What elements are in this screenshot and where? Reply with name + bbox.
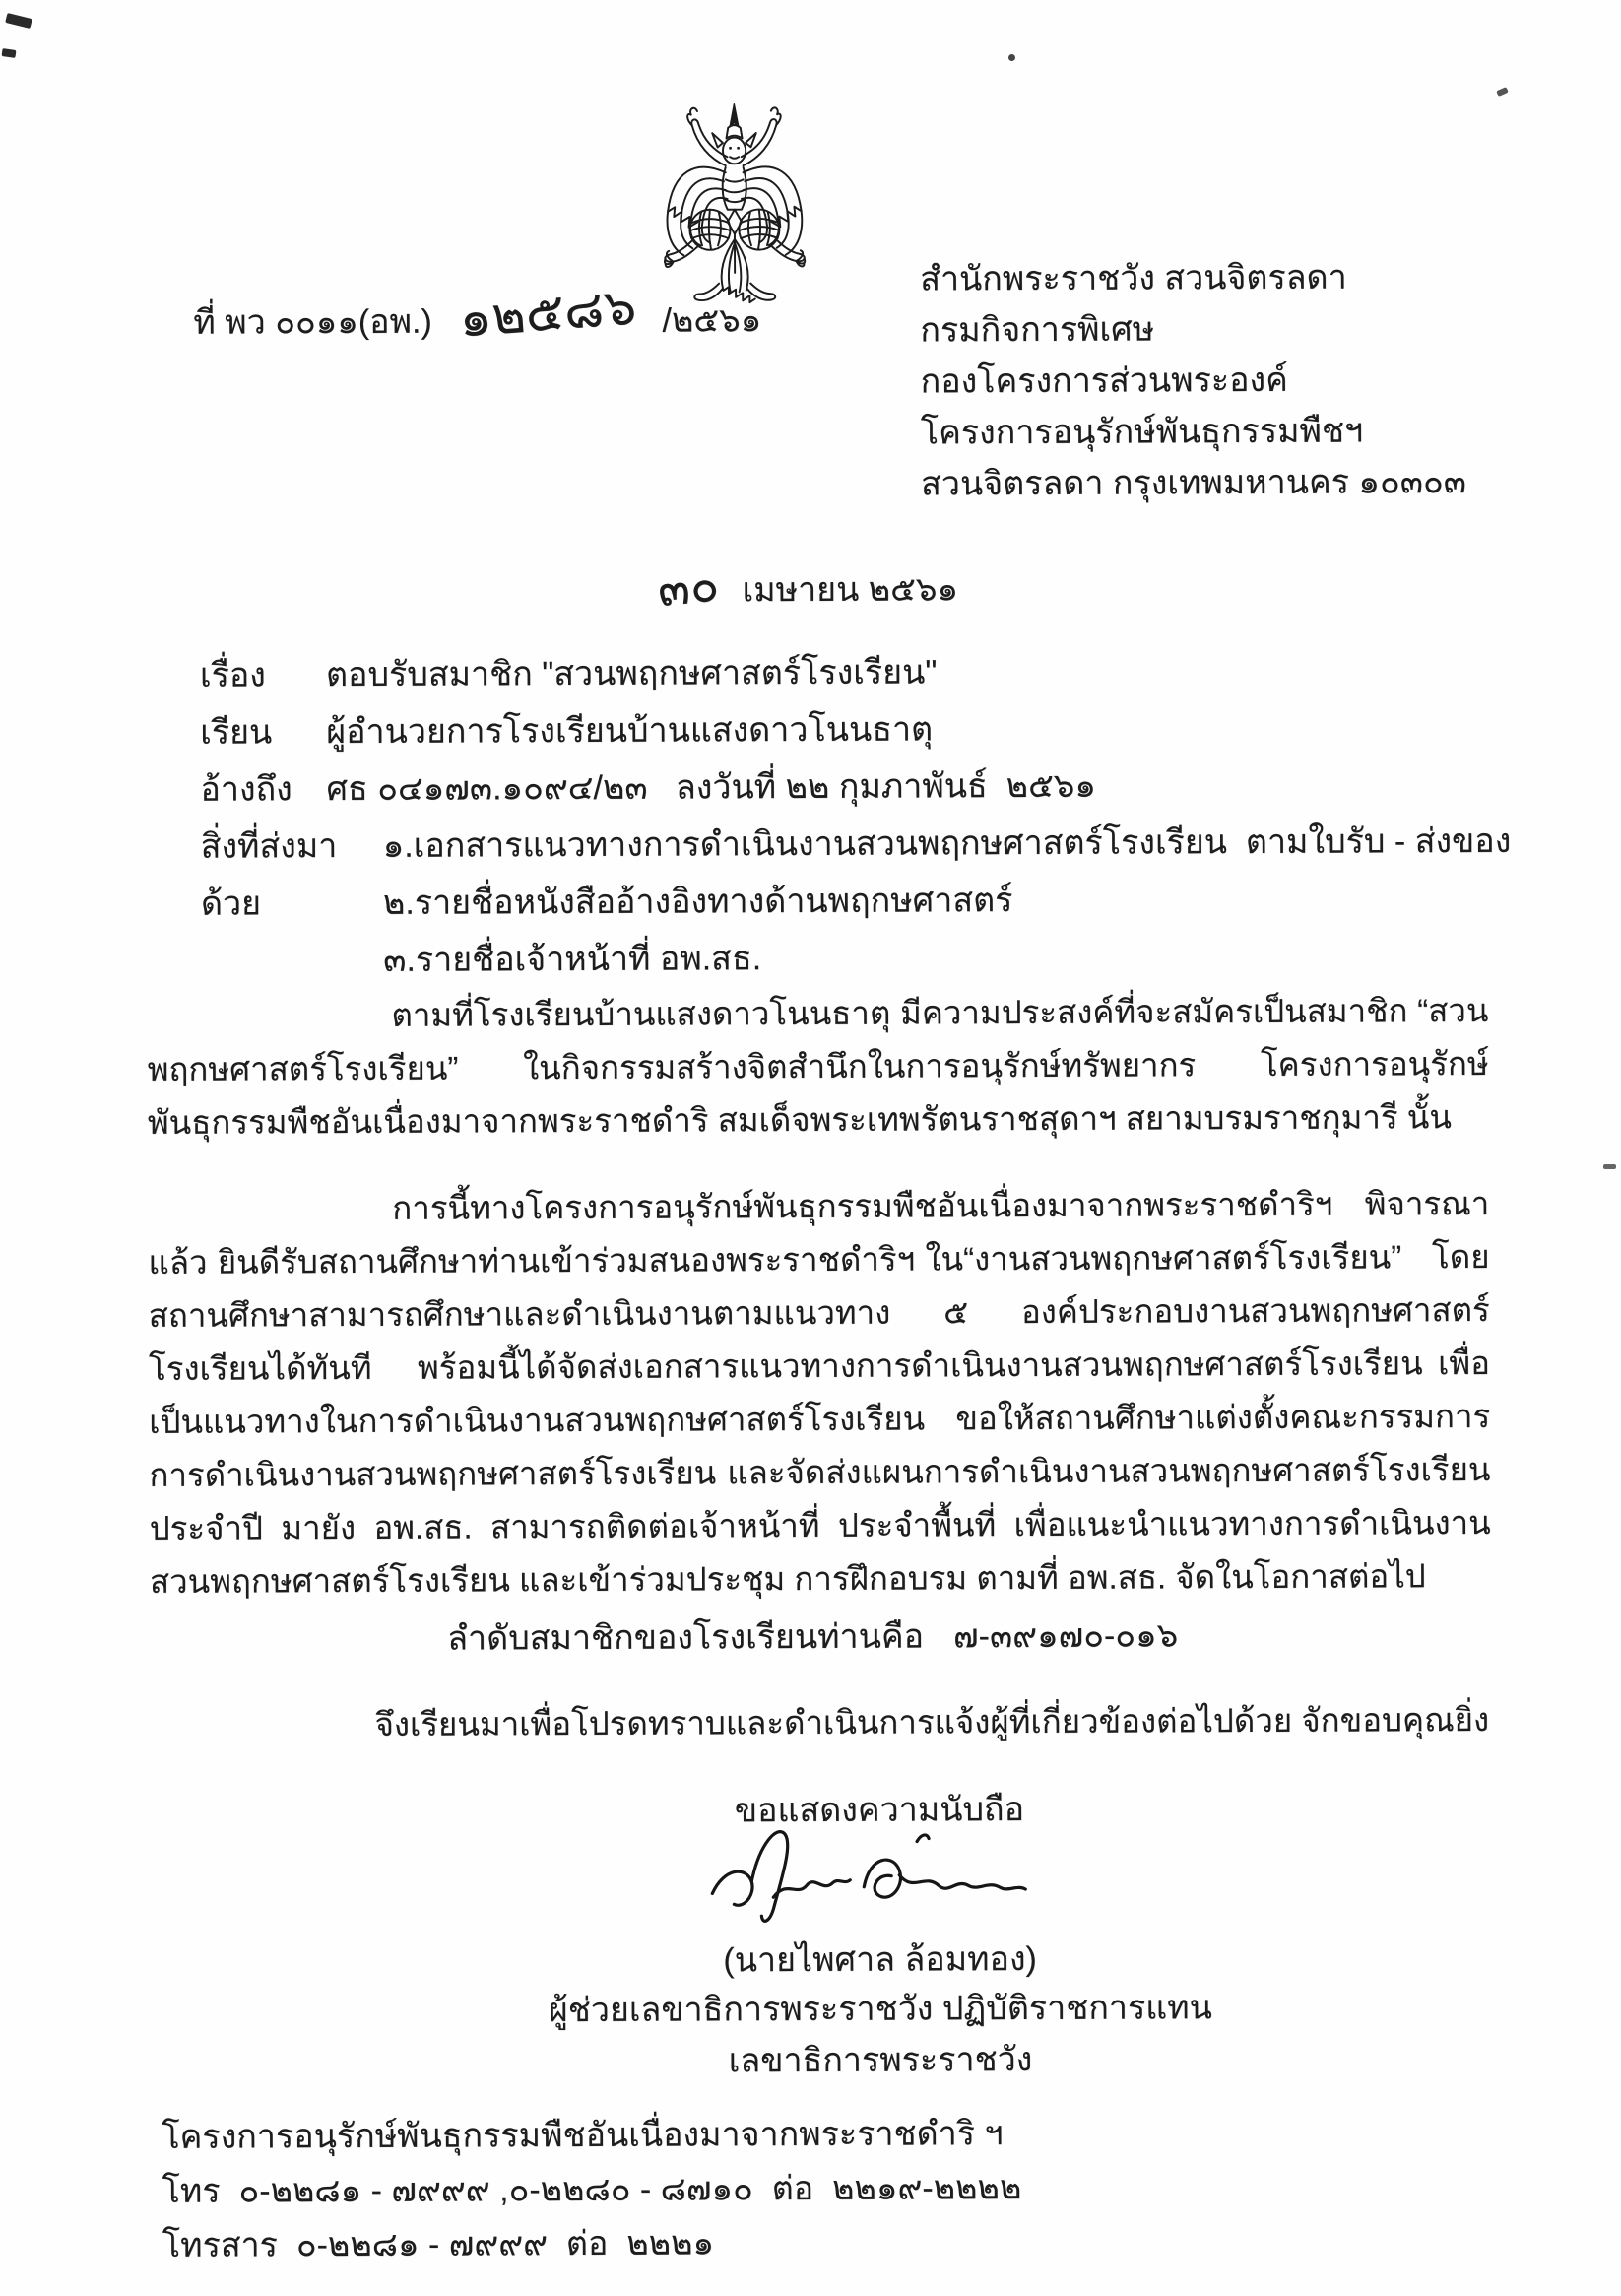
reference-value: ศธ ๐๔๑๗๓.๑๐๙๔/๒๓ ลงวันที่ ๒๒ กุมภาพันธ์ ๒๕๖๑ bbox=[326, 766, 1097, 809]
subject-value: ตอบรับสมาชิก "สวนพฤกษศาสตร์โรงเรียน" bbox=[325, 653, 938, 694]
attachment-item: ๒.รายชื่อหนังสืออ้างอิงทางด้านพฤกษศาสตร์ bbox=[382, 882, 1013, 922]
doc-number-prefix: ที่ พว ๐๐๑๑(อพ.) bbox=[193, 302, 432, 342]
address-line: สำนักพระราชวัง สวนจิตรลดา bbox=[920, 258, 1347, 298]
date-line bbox=[0, 544, 1619, 625]
recipient-value: ผู้อำนวยการโรงเรียนบ้านแสงดาวโนนธาตุ bbox=[326, 710, 934, 752]
address-line: กองโครงการส่วนพระองค์ bbox=[920, 361, 1288, 401]
scan-artifact bbox=[1008, 54, 1015, 61]
address-line: กรมกิจการพิเศษ bbox=[920, 310, 1155, 350]
signer-title-line1: ผู้ช่วยเลขาธิการพระราชวัง ปฏิบัติราชการแทน bbox=[548, 1989, 1212, 2030]
membership-number-label: ลำดับสมาชิกของโรงเรียนท่านคือ bbox=[447, 1617, 925, 1658]
reference-row bbox=[200, 755, 1520, 819]
attachment-item: ๓.รายชื่อเจ้าหน้าที่ อพ.สธ. bbox=[383, 940, 762, 979]
attachments-row bbox=[201, 813, 1522, 990]
handwritten-signature bbox=[695, 1817, 1065, 1945]
doc-number-handwritten: ๑๒๕๘๖ bbox=[457, 278, 639, 349]
subject-label: เรื่อง bbox=[199, 656, 266, 694]
garuda-emblem bbox=[637, 98, 831, 310]
letter-fields bbox=[200, 641, 1522, 990]
date-month-year: เมษายน ๒๕๖๑ bbox=[742, 570, 959, 610]
membership-number-line bbox=[2, 1606, 1621, 1666]
attachments-label: สิ่งที่ส่งมาด้วย bbox=[200, 827, 338, 923]
footer-telephone: โทร ๐-๒๒๘๑ - ๗๙๙๙ ,๐-๒๒๘๐ - ๘๗๑๐ ต่อ ๒๒๑๙-๒๒๒๒ bbox=[162, 2169, 1022, 2210]
recipient-row bbox=[200, 698, 1520, 761]
footer-fax: โทรสาร ๐-๒๒๘๑ - ๗๙๙๙ ต่อ ๒๒๒๑ bbox=[162, 2224, 715, 2264]
attachments-list bbox=[383, 813, 1512, 989]
address-line: สวนจิตรลดา กรุงเทพมหานคร ๑๐๓๐๓ bbox=[920, 463, 1467, 503]
footer-project-name: โครงการอนุรักษ์พันธุกรรมพืชอันเนื่องมาจากพระราชดำริ ฯ bbox=[162, 2115, 1004, 2156]
recipient-label: เรียน bbox=[200, 713, 273, 752]
reference-label: อ้างถึง bbox=[200, 770, 292, 809]
scan-artifact bbox=[1603, 1164, 1616, 1169]
consideration-paragraph: การนี้ทางโครงการอนุรักษ์พันธุกรรมพืชอันเนื่องมาจากพระราชดำริฯ พิจารณาแล้ว ยินดีรับสถานศึกษาท่านเข้าร่วมสนองพระราชดำริฯ ใน“งานสวนพฤกษศาสตร์โรงเรียน” โดยสถานศึกษาสามารถศึกษาและดำเนินงานตามแนวทาง ๕ องค์ประกอบงานสวนพฤกษศาสตร์โรงเรียนได้ทันที พร้อมนี้ได้จัดส่งเอกสารแนวทางการดำเนินงานสวนพฤกษศาสตร์โรงเรียน เพื่อเป็นแนวทางในการดำเนินงานสวนพฤกษศาสตร์โรงเรียน ขอให้สถานศึกษาแต่งตั้งคณะกรรมการการดำเนินงานสวนพฤกษศาสตร์โรงเรียน และจัดส่งแผนการดำเนินงานสวนพฤกษศาสตร์โรงเรียนประจำปี มายัง อพ.สธ. สามารถติดต่อเจ้าหน้าที่ ประจำพื้นที่ เพื่อแนะนำแนวทางการดำเนินงานสวนพฤกษศาสตร์โรงเรียน และเข้าร่วมประชุม การฝึกอบรม ตามที่ อพ.สธ. จัดในโอกาสต่อไป bbox=[148, 1184, 1491, 1600]
subject-row bbox=[200, 641, 1520, 704]
salutation: ขอแสดงความนับถือ bbox=[734, 1791, 1025, 1830]
date-day-handwritten: ๓๐ bbox=[655, 558, 722, 618]
opening-paragraph: ตามที่โรงเรียนบ้านแสงดาวโนนธาตุ มีความประสงค์ที่จะสมัครเป็นสมาชิก “สวนพฤกษศาสตร์โรงเรียน” ในกิจกรรมสร้างจิตสำนึกในการอนุรักษ์ทรัพยากร โครงการอนุรักษ์พันธุกรรมพืชอันเนื่องมาจากพระราชดำริ สมเด็จพระเทพรัตนราชสุดาฯ สยามบรมราชกุมารี นั้น bbox=[147, 991, 1489, 1141]
attachment-item: ๑.เอกสารแนวทางการดำเนินงานสวนพฤกษศาสตร์โรงเรียน ตามใบรับ - ส่งของ bbox=[382, 821, 1512, 865]
membership-number-value: ๗-๓๙๑๗๐-๐๑๖ bbox=[952, 1616, 1179, 1656]
signer-name: (นายไพศาล ล้อมทอง) bbox=[723, 1940, 1037, 1980]
closing-line: จึงเรียนมาเพื่อโปรดทราบและดำเนินการแจ้งผู้ที่เกี่ยวข้องต่อไปด้วย จักขอบคุณยิ่ง bbox=[374, 1700, 1490, 1742]
sender-address bbox=[920, 251, 1466, 509]
address-line: โครงการอนุรักษ์พันธุกรรมพืชฯ bbox=[920, 412, 1364, 452]
letter-footer bbox=[162, 2107, 1021, 2273]
doc-number-suffix: /๒๕๖๑ bbox=[662, 301, 762, 340]
signer-title-line2: เลขาธิการพระราชวัง bbox=[728, 2041, 1033, 2080]
